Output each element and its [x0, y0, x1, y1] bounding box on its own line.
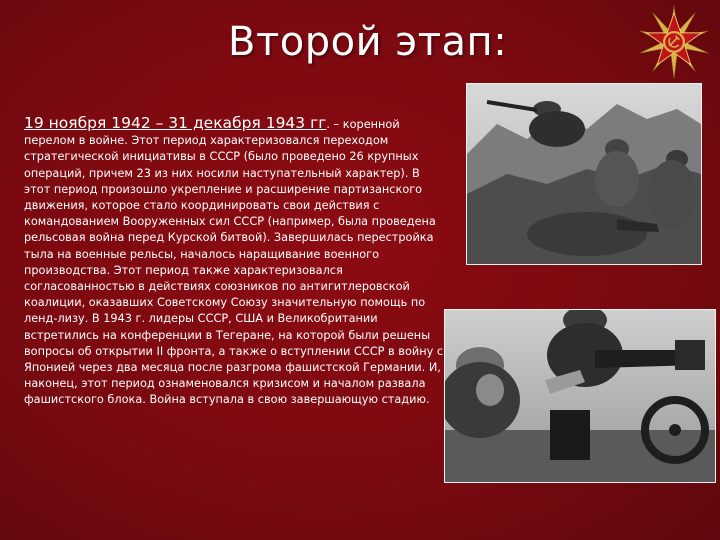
- body-paragraph: . – коренной перелом в войне. Этот период характеризовался переходом стратегической инициативы в СССР (было проведено 26 крупных операций, причем 23 из них носили наступательный характер). В этот период произошло укрепление и расширение партизанского движения, которое стало координировать свои действия с командованием Вооруженных сил СССР (например, была проведена рельсовая война перед Курской битвой). Завершилась перестройка тыла на военные рельсы, началось наращивание военного производства. Этот период также характеризовался согласованностью в действиях союзников по антигитлеровской коалиции, оказавших Советскому Союзу значительную помощь по ленд-лизу. В 1943 г. лидеры СССР, США и Великобритании встретились на конференции в Тегеране, на которой были решены вопросы об открытии II фронта, а также о вступлении СССР в войну с Японией через два месяца после разгрома фашистской Германии. И, наконец, этот период ознаменовался кризисом и началом развала фашистского блока. Война вступала в свою завершающую стадию.: [24, 118, 444, 407]
- slide-body-text: [24, 115, 444, 409]
- slide-title: Второй этап:: [228, 19, 508, 65]
- soldiers-in-trench-photo: [466, 83, 702, 265]
- machine-gun-crew-photo: [444, 309, 716, 483]
- order-of-patriotic-war-icon: [636, 4, 712, 80]
- date-range: 19 ноября 1942 – 31 декабря 1943 гг: [24, 114, 327, 132]
